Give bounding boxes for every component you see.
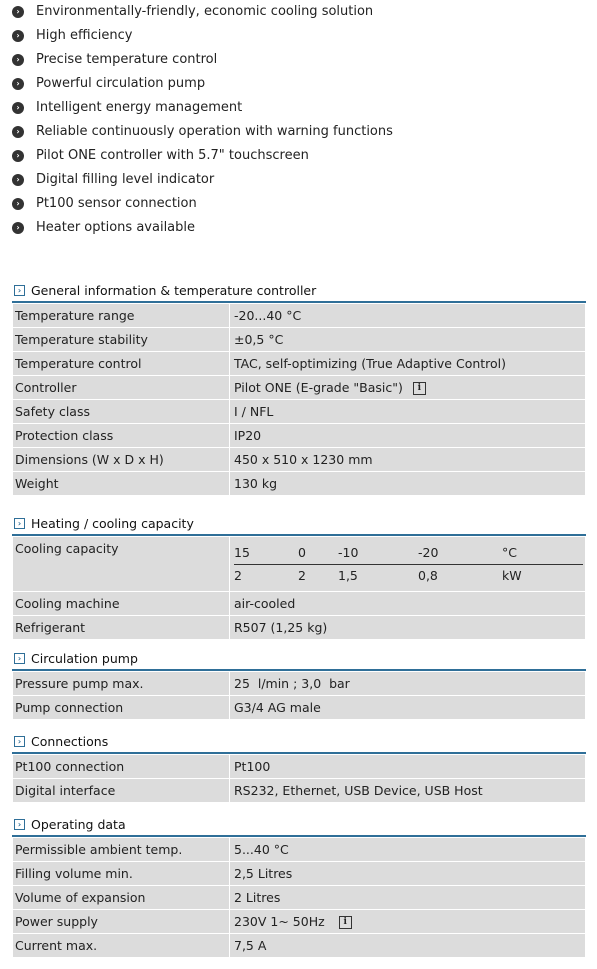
table-row: Filling volume min. 2,5 Litres bbox=[13, 862, 586, 886]
section-title: Operating data bbox=[31, 816, 126, 832]
table-row: Temperature control TAC, self-optimizing (True Adaptive Control) bbox=[13, 352, 586, 376]
table-row: Pt100 connection Pt100 bbox=[13, 755, 586, 779]
chevron-right-circle-icon: › bbox=[12, 150, 24, 162]
operating-section bbox=[12, 813, 586, 958]
table-row: Cooling machine air-cooled bbox=[13, 592, 586, 616]
table-row: Temperature stability ±0,5 °C bbox=[13, 328, 586, 352]
capacity-section bbox=[12, 512, 586, 640]
table-row: Safety class I / NFL bbox=[13, 400, 586, 424]
section-header[interactable] bbox=[12, 647, 586, 671]
chevron-right-circle-icon: › bbox=[12, 78, 24, 90]
expand-box-icon[interactable]: › bbox=[14, 736, 25, 747]
table-row: Digital interface RS232, Ethernet, USB Device, USB Host bbox=[13, 779, 586, 803]
table-row: Current max. 7,5 A bbox=[13, 934, 586, 958]
feature-item: › Pilot ONE controller with 5.7" touchscreen bbox=[12, 144, 309, 168]
feature-item: › Pt100 sensor connection bbox=[12, 192, 197, 216]
chevron-right-circle-icon: › bbox=[12, 126, 24, 138]
section-header[interactable] bbox=[12, 813, 586, 837]
spec-table bbox=[12, 671, 586, 720]
chevron-right-circle-icon: › bbox=[12, 54, 24, 66]
section-header[interactable] bbox=[12, 279, 586, 303]
expand-box-icon[interactable]: › bbox=[14, 819, 25, 830]
table-row: Refrigerant R507 (1,25 kg) bbox=[13, 616, 586, 640]
pump-section bbox=[12, 647, 586, 720]
cooling-capacity-grid bbox=[234, 542, 583, 587]
info-icon[interactable]: i bbox=[413, 382, 426, 395]
spec-table bbox=[12, 837, 586, 958]
table-row: Cooling capacity 15 0 -10 -20 °C 2 2 1,5 0,8 kW bbox=[13, 537, 586, 592]
table-row: Temperature range -20...40 °C bbox=[13, 304, 586, 328]
chevron-right-circle-icon: › bbox=[12, 222, 24, 234]
feature-item: › Heater options available bbox=[12, 216, 195, 240]
chevron-right-circle-icon: › bbox=[12, 6, 24, 18]
table-row: Weight 130 kg bbox=[13, 472, 586, 496]
feature-item: › Environmentally-friendly, economic cooling solution bbox=[12, 0, 373, 24]
section-title: General information & temperature controller bbox=[31, 282, 317, 298]
table-row: Dimensions (W x D x H) 450 x 510 x 1230 mm bbox=[13, 448, 586, 472]
feature-item: › Precise temperature control bbox=[12, 48, 217, 72]
chevron-right-circle-icon: › bbox=[12, 198, 24, 210]
expand-box-icon[interactable]: › bbox=[14, 518, 25, 529]
expand-box-icon[interactable]: › bbox=[14, 285, 25, 296]
table-row: Controller Pilot ONE (E-grade "Basic") i bbox=[13, 376, 586, 400]
feature-item: › Powerful circulation pump bbox=[12, 72, 205, 96]
chevron-right-circle-icon: › bbox=[12, 174, 24, 186]
temperature-row: 15 0 -10 -20 °C bbox=[234, 542, 583, 565]
section-header[interactable] bbox=[12, 512, 586, 536]
feature-item: › High efficiency bbox=[12, 24, 132, 48]
table-row: Protection class IP20 bbox=[13, 424, 586, 448]
spec-table bbox=[12, 536, 586, 640]
expand-box-icon[interactable]: › bbox=[14, 653, 25, 664]
feature-item: › Intelligent energy management bbox=[12, 96, 242, 120]
power-row: 2 2 1,5 0,8 kW bbox=[234, 568, 522, 583]
connections-section bbox=[12, 730, 586, 803]
section-header[interactable] bbox=[12, 730, 586, 754]
info-icon[interactable]: i bbox=[339, 916, 352, 929]
chevron-right-circle-icon: › bbox=[12, 30, 24, 42]
section-title: Heating / cooling capacity bbox=[31, 515, 194, 531]
general-section bbox=[12, 279, 586, 496]
section-title: Circulation pump bbox=[31, 650, 138, 666]
spec-table bbox=[12, 303, 586, 496]
table-row: Pump connection G3/4 AG male bbox=[13, 696, 586, 720]
feature-item: › Digital filling level indicator bbox=[12, 168, 214, 192]
feature-item: › Reliable continuously operation with warning functions bbox=[12, 120, 393, 144]
table-row: Permissible ambient temp. 5...40 °C bbox=[13, 838, 586, 862]
table-row: Pressure pump max. 25 l/min ; 3,0 bar bbox=[13, 672, 586, 696]
table-row: Volume of expansion 2 Litres bbox=[13, 886, 586, 910]
table-row: Power supply 230V 1~ 50Hz i bbox=[13, 910, 586, 934]
spec-table bbox=[12, 754, 586, 803]
chevron-right-circle-icon: › bbox=[12, 102, 24, 114]
section-title: Connections bbox=[31, 733, 109, 749]
